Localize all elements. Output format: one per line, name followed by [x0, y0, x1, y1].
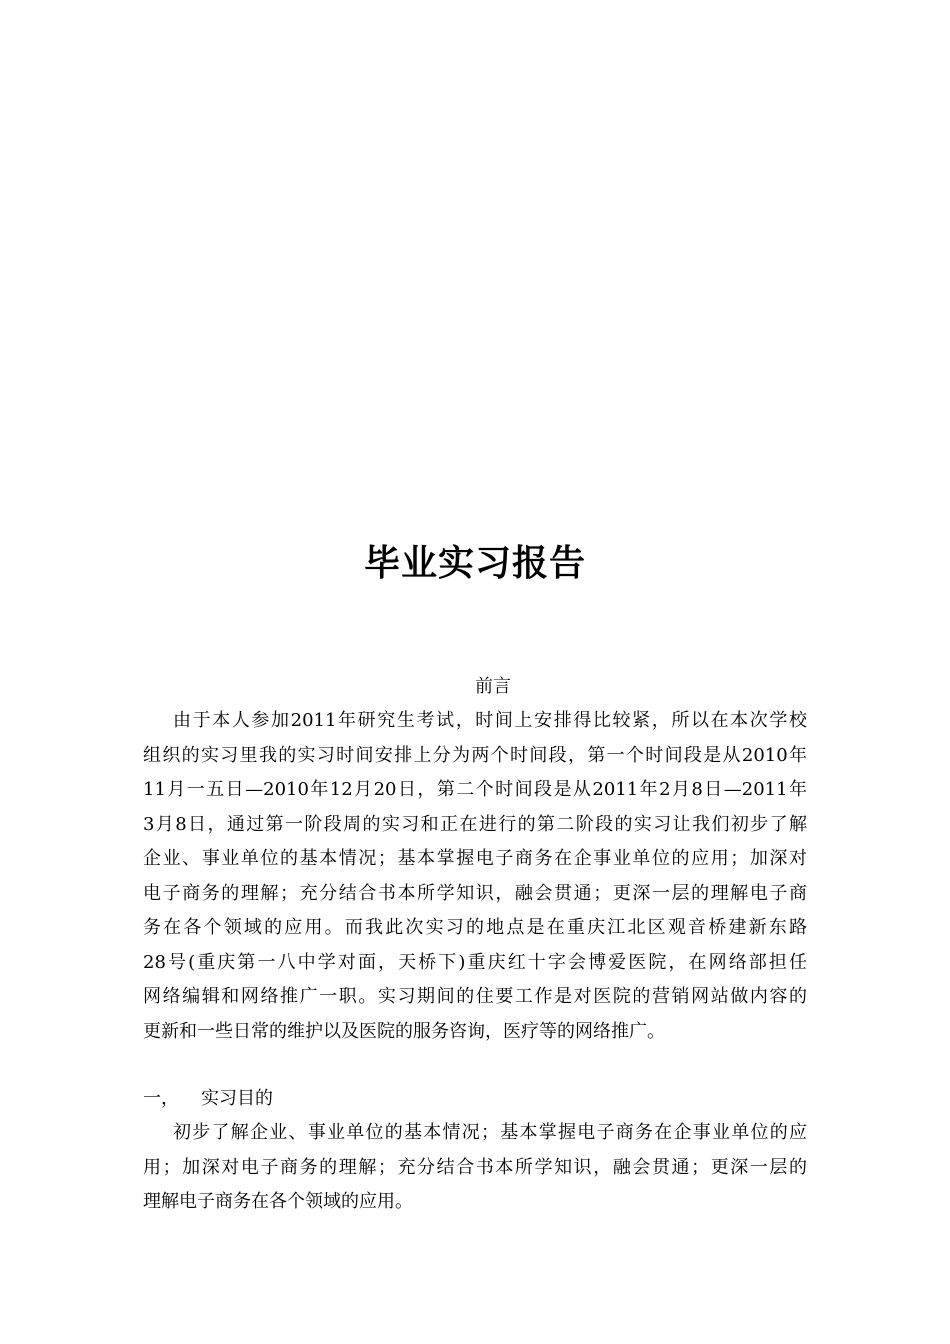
section-number: 一， [143, 1088, 179, 1109]
section-title: 实习目的 [201, 1088, 273, 1109]
preface-paragraph [143, 704, 807, 1049]
paragraph-line: 务在各个领域的应用。而我此次实习的地点是在重庆江北区观音桥建新东路 [143, 917, 807, 938]
paragraph-line: 更新和一些日常的维护以及医院的服务咨询，医疗等的网络推广。 [143, 1020, 665, 1042]
paragraph-line: 由于本人参加2011年研究生考试，时间上安排得比较紧，所以在本次学校 [173, 710, 807, 731]
paragraph-line: 组织的实习里我的实习时间安排上分为两个时间段，第一个时间段是从2010年 [143, 744, 807, 766]
paragraph-line: 初步了解企业、事业单位的基本情况；基本掌握电子商务在企事业单位的应 [173, 1122, 807, 1143]
preface-heading: 前言 [475, 676, 511, 697]
section-paragraph [143, 1116, 807, 1220]
paragraph-line: 11月一五日—2010年12月20日，第二个时间段是从2011年2月8日—2011年 [143, 779, 807, 800]
document-title: 毕业实习报告 [363, 543, 586, 584]
paragraph-line: 企业、事业单位的基本情况；基本掌握电子商务在企事业单位的应用；加深对 [143, 848, 807, 869]
paragraph-line: 理解电子商务在各个领域的应用。 [143, 1191, 413, 1212]
paragraph-line: 网络编辑和网络推广一职。实习期间的住要工作是对医院的营销网站做内容的 [143, 986, 807, 1007]
section-heading [143, 1082, 273, 1117]
paragraph-line: 28号(重庆第一八中学对面，天桥下)重庆红十字会博爱医院，在网络部担任 [143, 951, 807, 973]
paragraph-line: 电子商务的理解；充分结合书本所学知识，融会贯通；更深一层的理解电子商 [143, 882, 807, 904]
paragraph-line: 3月8日，通过第一阶段周的实习和正在进行的第二阶段的实习让我们初步了解 [143, 813, 807, 835]
paragraph-line: 用；加深对电子商务的理解；充分结合书本所学知识，融会贯通；更深一层的 [143, 1156, 807, 1178]
